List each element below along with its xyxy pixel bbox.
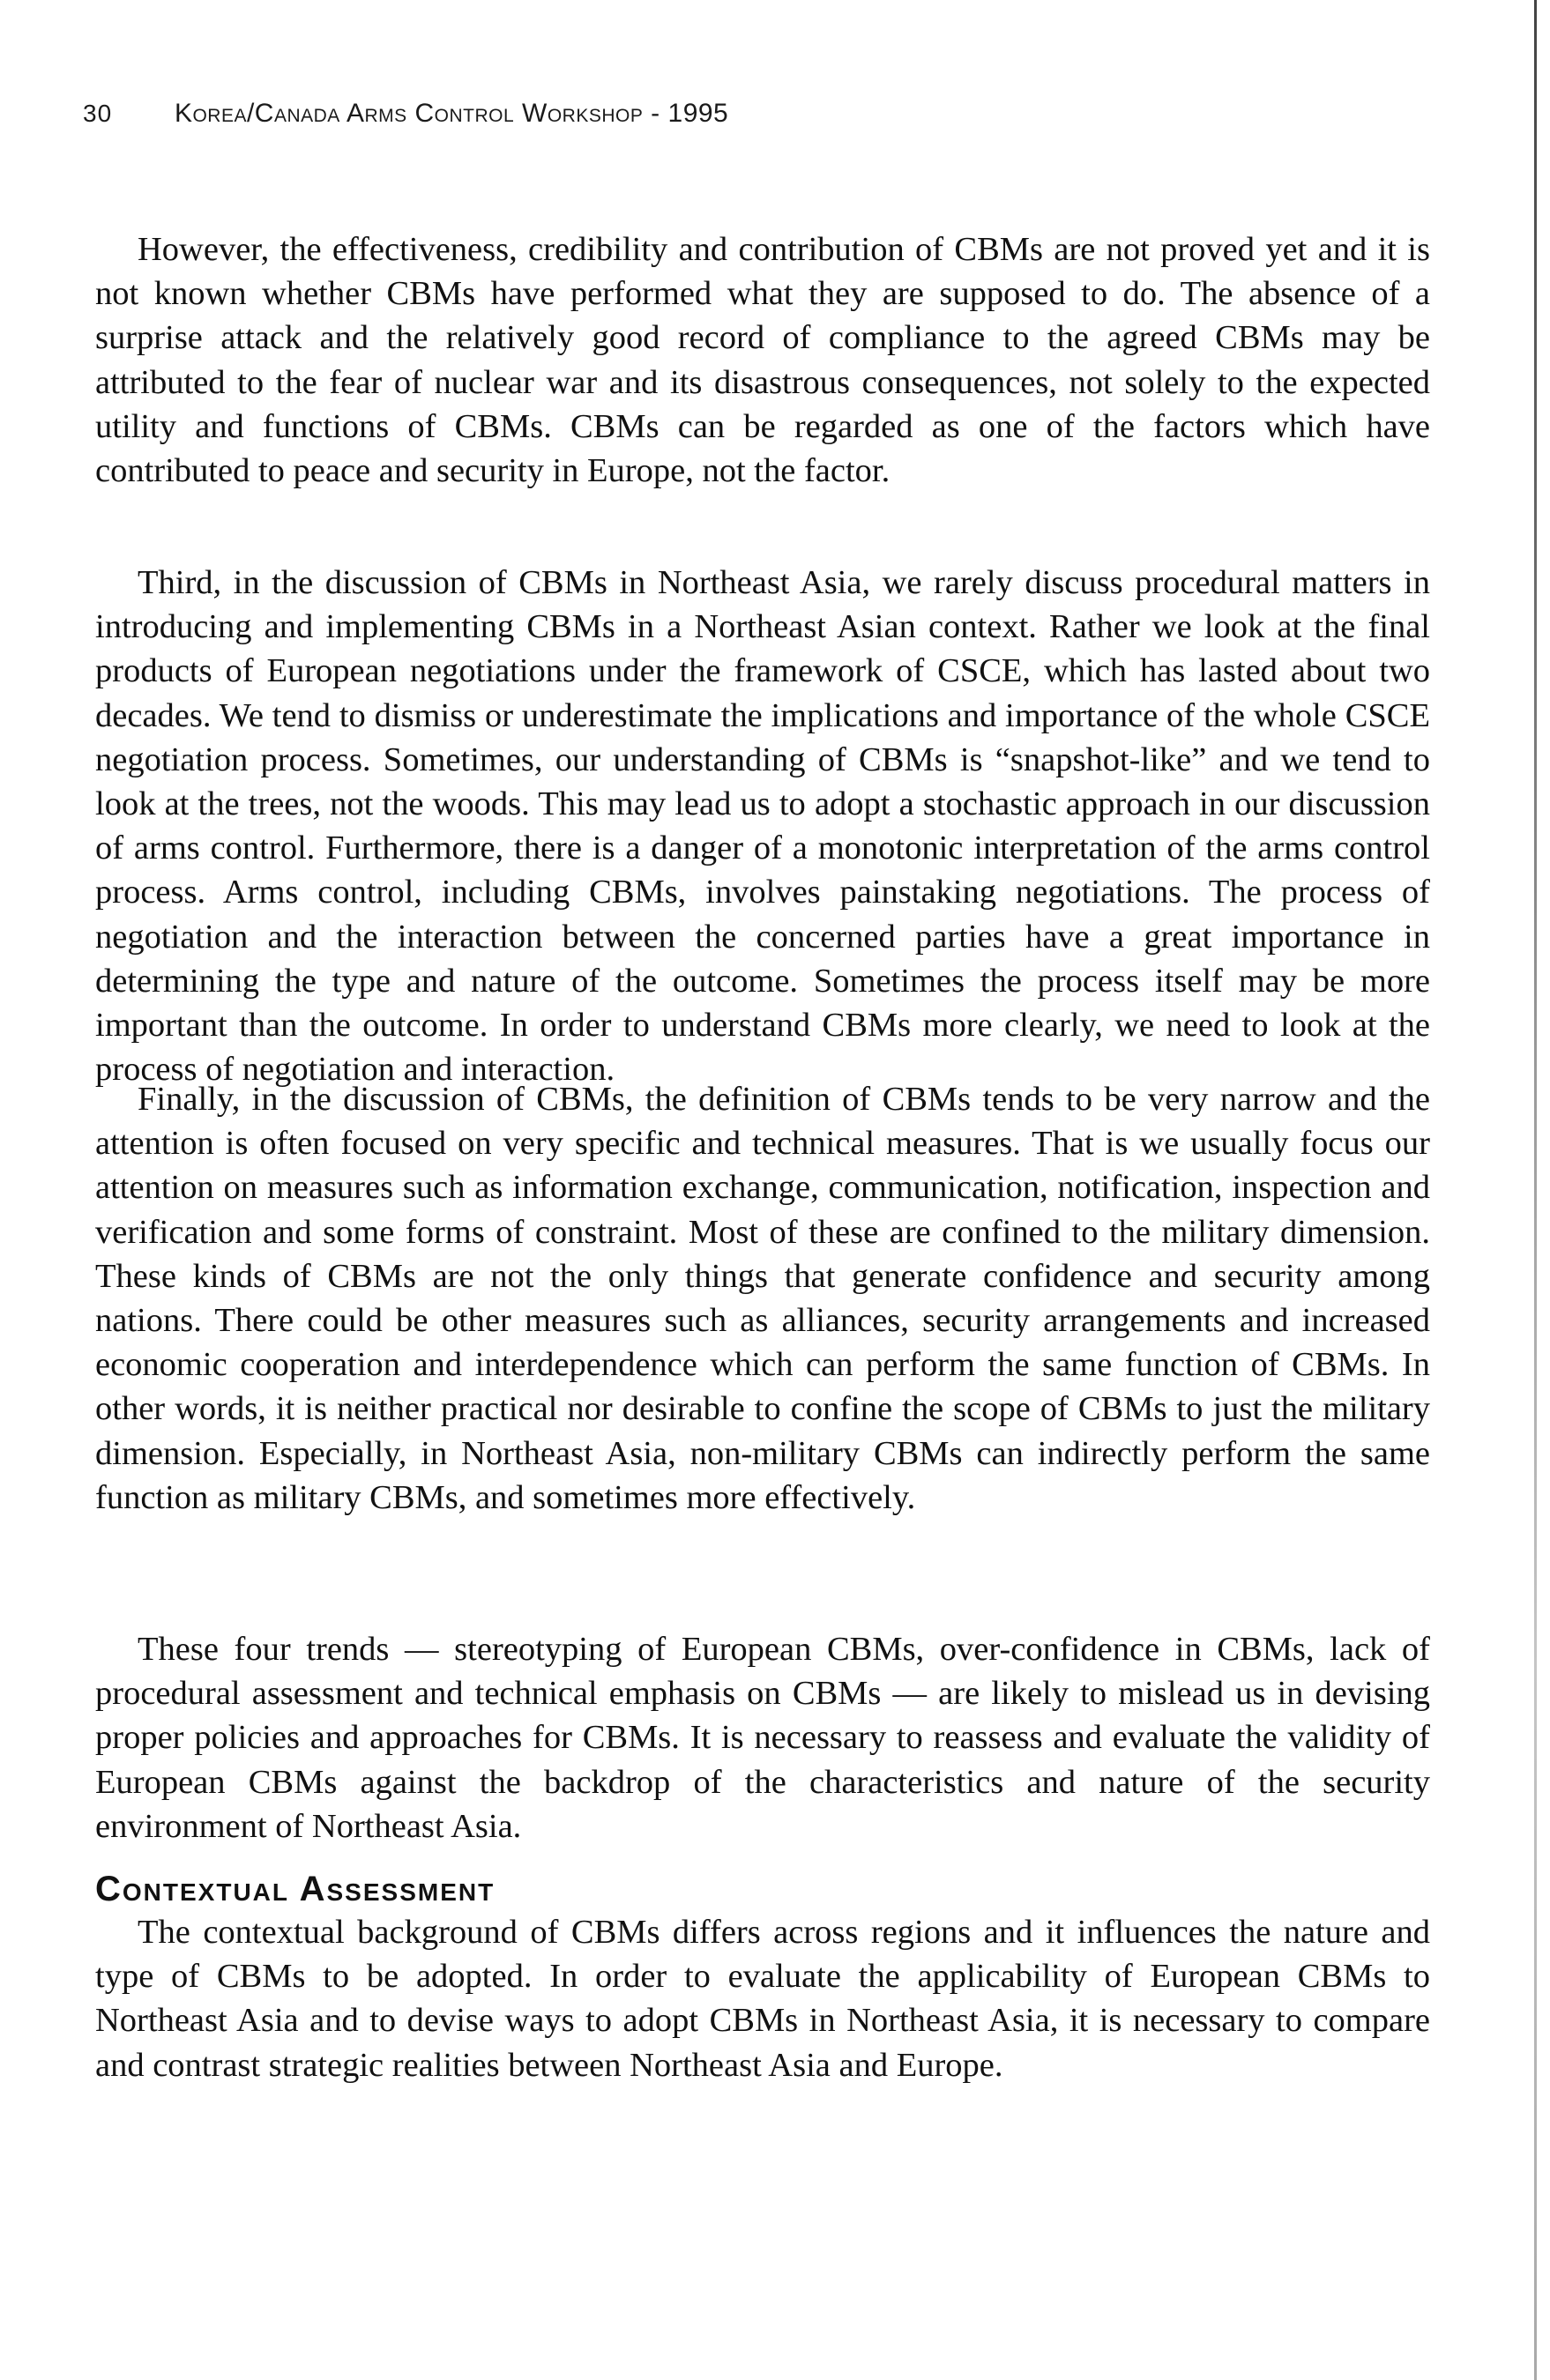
paragraph-contextual-background: The contextual background of CBMs differs across regions and it influences the nature and type of CBMs to be adopted. In order to evaluate the applicability of European CBMs to Northeast Asia and to devise ways to adopt CBMs in Northeast Asia, it is necessary to compare and contrast strategic realities between Northeast Asia and Europe.	[95, 1914, 1430, 2084]
paragraph-procedural-matters: Third, in the discussion of CBMs in Northeast Asia, we rarely discuss procedural matters in introducing and implementing CBMs in a Northeast Asian context. Rather we look at the final products of European negotiations under the framework of CSCE, which has lasted about two decades. We tend to dismiss or underestimate the implications and importance of the whole CSCE negotiation process. Sometimes, our understanding of CBMs is “snapshot-like” and we tend to look at the trees, not the woods. This may lead us to adopt a stochastic approach in our discussion of arms control. Furthermore, there is a danger of a monotonic interpretation of the arms control process. Arms control, including CBMs, involves painstaking negotiations. The process of negotiation and the interaction between the concerned parties have a great importance in determining the type and nature of the outcome. Sometimes the process itself may be more important than the outcome. In order to understand CBMs more clearly, we need to look at the process of negotiation and interaction.	[95, 564, 1430, 1089]
paragraph-effectiveness: However, the effectiveness, credibility and contribution of CBMs are not proved yet and it is not known whether CBMs have performed what they are supposed to do. The absence of a surprise attack and the relatively good record of compliance to the agreed CBMs may be attributed to the fear of nuclear war and its disastrous consequences, not solely to the expected utility and functions of CBMs. CBMs can be regarded as one of the factors which have contributed to peace and security in Europe, not the factor.	[95, 231, 1430, 490]
section-heading: Contextual Assessment	[95, 1870, 496, 1908]
running-title: Korea/Canada Arms Control Workshop - 1995	[174, 99, 729, 128]
page-header	[83, 99, 728, 129]
page-number: 30	[83, 100, 113, 127]
paragraph-definition: Finally, in the discussion of CBMs, the definition of CBMs tends to be very narrow and the attention is often focused on very specific and technical measures. That is we usually focus our attention on measures such as information exchange, communication, notification, inspection and verification and some forms of constraint. Most of these are confined to the military dimension. These kinds of CBMs are not the only things that generate confidence and security among nations. There could be other measures such as alliances, security arrangements and increased economic cooperation and interdependence which can perform the same function of CBMs. In other words, it is neither practical nor desirable to confine the scope of CBMs to just the military dimension. Especially, in Northeast Asia, non-military CBMs can indirectly perform the same function as military CBMs, and sometimes more effectively.	[95, 1081, 1430, 1516]
paragraph-four-trends: These four trends — stereotyping of European CBMs, over-confidence in CBMs, lack of procedural assessment and technical emphasis on CBMs — are likely to mislead us in devising proper policies and approaches for CBMs. It is necessary to reassess and evaluate the validity of European CBMs against the backdrop of the characteristics and nature of the security environment of Northeast Asia.	[95, 1631, 1430, 1845]
scan-edge-line	[1534, 0, 1537, 2380]
